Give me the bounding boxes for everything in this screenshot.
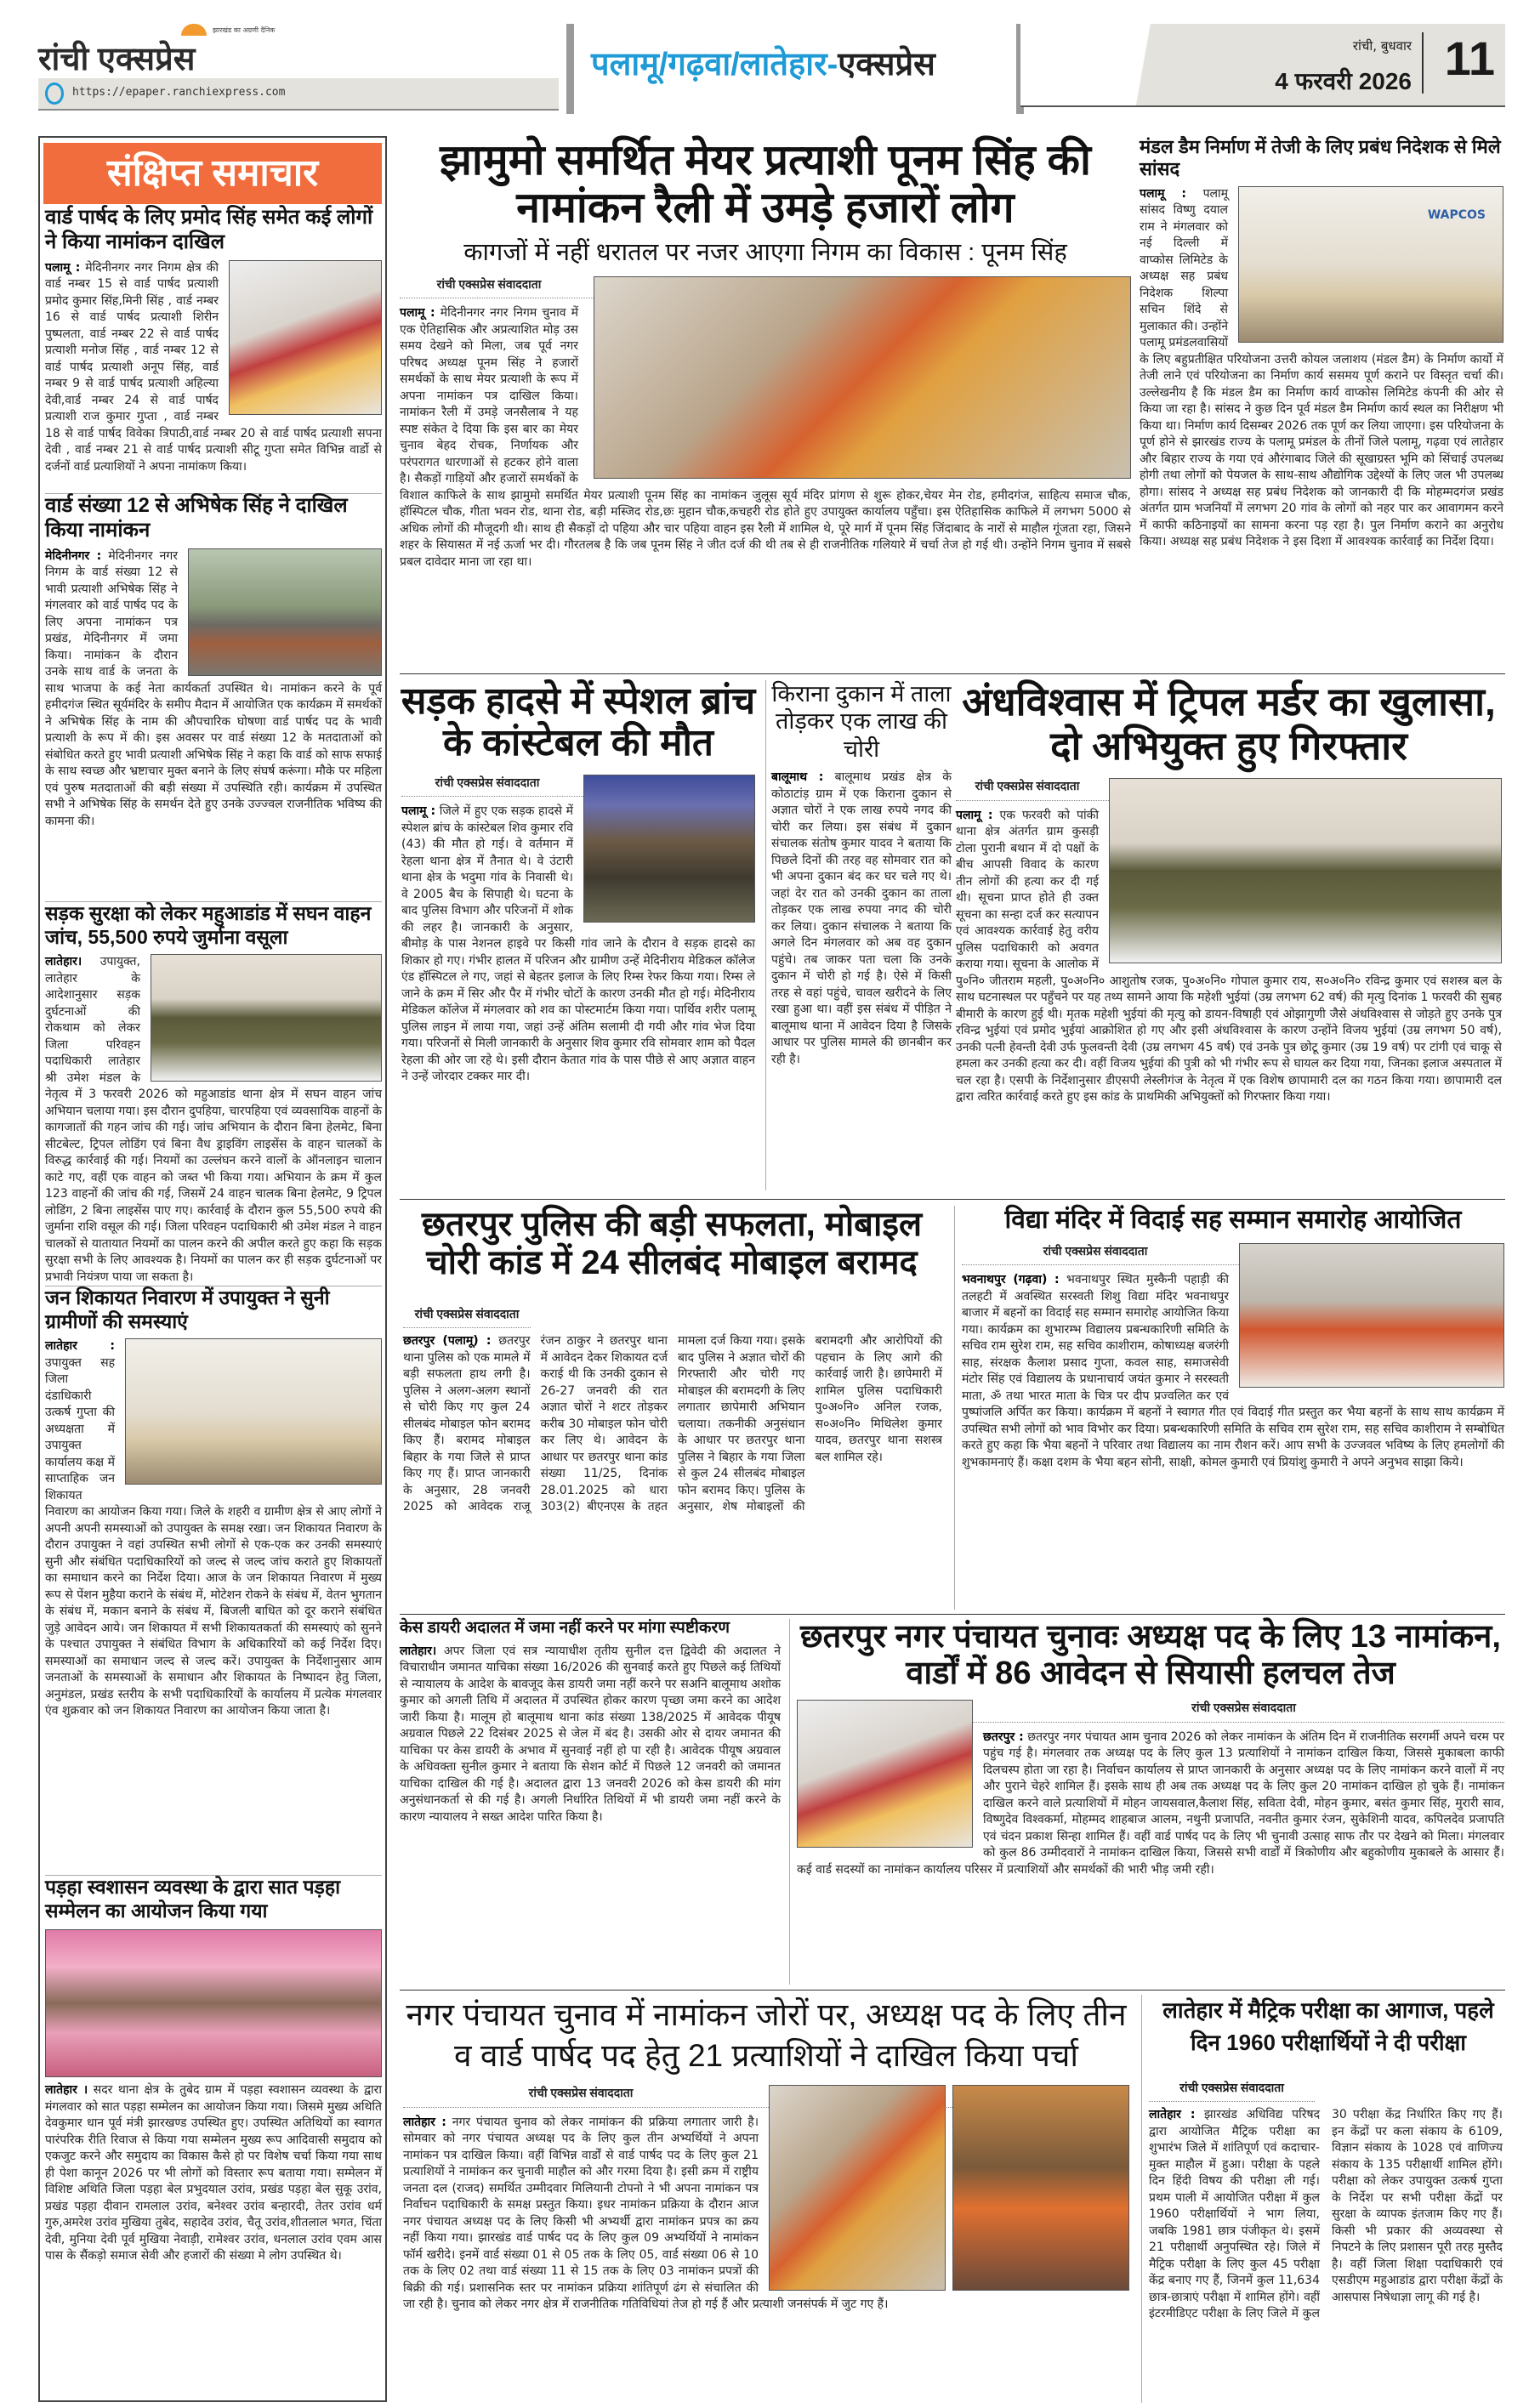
case-diary-story [400, 1619, 781, 1985]
article-body [45, 260, 382, 483]
triple-murder-story [954, 680, 1503, 1195]
dateline: बालूमाथ : [771, 770, 824, 785]
article-headline: विद्या मंदिर में विदाई सह सम्मान समारोह आयोजित [1004, 1206, 1462, 1234]
article-text: मेदिनीनगर नगर निगम के वार्ड संख्या 12 से भावी प्रत्याशी अभिषेक सिंह ने मंगलवार को वार्ड पार्षद पद के लिए अपना नामांकन पत्र प्रखंड, मेदिनीनगर में जमा किया। नामांकन के दौरान उनके साथ वार्ड के जनता के साथ भाजपा के कई नेता कार्यकर्ता उपस्थित थे। नामांकन करने के पूर्व हमीदगंज स्थित सूर्यमंदिर के समीप मैदान में आयोजित एक कार्यक्रम में समर्थकों ने अभिषेक सिंह के नाम की औपचारिक घोषणा वार्ड पार्षद पद के भावी प्रत्याशी के रूप में की। इस अवसर पर वार्ड संख्या 12 के मतदाताओं को संबोधित करते हुए भावी प्रत्याशी अभिषेक सिंह ने कहा कि वार्ड को साफ सफाई के साथ स्वच्छ और भ्रष्टाचार मुक्त बनाने के लिए संघर्ष करूंगा। मौके पर महिला एवं पुरुष मतदाताओं की बड़ी संख्या में उपस्थिति रही। कार्यक्रम में उपस्थित सभी ने अभिषेक सिंह के समर्थन देते हुए उनके उज्ज्वल राजनीतिक भविष्य की कामना की। [45, 548, 382, 828]
brief-article [45, 493, 382, 900]
article-headline: वार्ड पार्षद के लिए प्रमोद सिंह समेत कई लोगों ने किया नामांकन दाखिल [45, 206, 373, 253]
dateline: लातेहार : [45, 1339, 115, 1354]
divider [1422, 32, 1424, 94]
mp-meeting-photo [1238, 186, 1503, 343]
article-body [954, 778, 1503, 1178]
kirana-theft-story [765, 680, 952, 1190]
article-text: बालूमाथ प्रखंड क्षेत्र के कोठाटांड़ ग्राम में एक किराना दुकान से अज्ञात चोरों ने एक लाख रुपये नगद की चोरी कर लिया। इस संबंध में दुकान संचालक संतोष कुमार यादव ने बताया कि पिछले दिनों की तरह वह सोमवार रात को भी अपना दुकान बंद कर घर चले गए थे। जहां देर रात को उनकी दुकान का ताला तोड़कर एक लाख रुपया नगद की चोरी कर लिया। दुकान संचालक ने बताया कि अगले दिन मंगलवार को अब वह दुकान पहुंचे। तब जाकर पता चला कि उनके दुकान में चोरी हो गई है। ऐसे में किसी तरह से वहां पहुंचे, चावल खरीदने के लिए रखा हुआ था। वहीं इस संबंध में पीड़ित ने बालूमाथ थाना में आवेदन दिया है जिसके आधार पर पुलिस मामले की छानबीन कर रही है। [771, 770, 952, 1066]
lead-subheadline: कागजों में नहीं धरातल पर नजर आएगा निगम का विकास : पूनम सिंह [463, 239, 1067, 266]
vehicle-check-photo [151, 954, 382, 1082]
brief-article [45, 1875, 382, 2399]
dateline: छतरपुर : [983, 1729, 1024, 1744]
epaper-globe-icon [45, 82, 64, 105]
dateline: लातेहार। [400, 1644, 437, 1658]
dateline: पलामू : [400, 306, 435, 321]
byline: रांची एक्सप्रेस संवाददाता [400, 276, 1131, 299]
farewell-ceremony-story [954, 1206, 1508, 1610]
dateline: लातेहार : [1149, 2108, 1196, 2121]
article-headline: वार्ड संख्या 12 से अभिषेक सिंह ने दाखिल किया नामांकन [45, 494, 348, 542]
dateline: लातेहार । [45, 2083, 88, 2098]
article-body [771, 770, 952, 1161]
briefs-banner-title: संक्षिप्त समाचार [106, 152, 319, 194]
article-text: पलामू सांसद विष्णु दयाल राम ने मंगलवार को नई दिल्ली में वाप्कोस लिमिटेड के अध्यक्ष सह प्रबंध निदेशक शिल्पा सचिन शिंदे से मुलाकात की। उन्होंने पलामू प्रमंडलवासियों के लिए बहुप्रतीक्षित परियोजना उत्तरी कोयल जलाशय (मंडल डैम) के निर्माण कार्यो में तेजी लाने एवं परियोजना का निर्माण कार्य ससमय पूर्ण कराने पर विस्तृत चर्चा की। उल्लेखनीय है कि मंडल डैम का निर्माण कार्य वाप्कोस लिमिटेड कंपनी की ओर से किया जा रहा है। सांसद ने कुछ दिन पूर्व मंडल डैम निर्माण कार्य स्थल का निरीक्षण भी किया था। निर्माण कार्य दिसम्बर 2026 तक पूर्ण कर लिया जाएगा। इस परियोजना के पूर्ण होने से झारखंड राज्य के पलामू प्रमंडल के तीनों जिले पलामू, गढ़वा एवं लातेहार और बिहार राज्य के गया एवं औरंगाबाद जिले की सूखाग्रस्त भूमि को सिंचाई उपलब्ध होगी तथा लोगों को पेयजल के साथ-साथ औद्योगिक उद्देश्यों के लिए जल भी उपलब्ध होगा। सांसद ने अध्यक्ष सह प्रबंध निदेशक को जानकारी दी कि मोहम्मदगंज प्रखंड अंतर्गत ग्राम भजनियाँ में लगभग 20 गांव के लोगों को नहर पार कर आवागमन करने में काफी कठिनाइयों का सामना करना पड़ रहा है। पुल निर्माण कराने का अनुरोध किया। अध्यक्ष सह प्रबंध निदेशक ने इस दिशा में आवश्यक कार्रवाई का निर्देश दिया। [1140, 186, 1503, 549]
byline: रांची एक्सप्रेस संवाददाता [403, 2085, 1129, 2108]
dateline: पलामू : [1140, 186, 1187, 201]
divider [400, 1199, 1505, 1200]
article-body [400, 2085, 1133, 2391]
lead-body [400, 276, 1131, 650]
byline: रांची एक्सप्रेस संवाददाता [403, 1306, 531, 1328]
byline: रांची एक्सप्रेस संवाददाता [797, 1700, 1504, 1723]
byline-wrap [1149, 2080, 1315, 2109]
byline: रांची एक्सप्रेस संवाददाता [962, 1243, 1504, 1266]
divider [400, 673, 1505, 674]
chhatarpur-election-story [789, 1619, 1508, 1985]
article-body [958, 1243, 1508, 1600]
article-body [45, 954, 382, 1284]
article-body [403, 1333, 942, 1605]
constable-photo [583, 775, 755, 923]
article-headline: अंधविश्वास में ट्रिपल मर्डर का खुलासा, दो अभियुक्त हुए गिरफ्तार [962, 679, 1496, 768]
dateline: मेदिनीनगर : [45, 548, 102, 563]
epaper-url[interactable]: https://epaper.ranchiexpress.com [72, 86, 286, 99]
grievance-hearing-photo [125, 1338, 382, 1485]
page-number: 11 [1444, 31, 1495, 85]
article-text: एक फरवरी को पांकी थाना क्षेत्र अंतर्गत ग्राम कुसड़ी टोला पुरानी बथान में दो पक्षों के बीच आपसी विवाद के कारण तीन लोगों की हत्या कर दी गई थी। सूचना प्राप्त होते ही उक्त सूचना का सन्हा दर्ज कर सत्यापन एवं आवश्यक कार्रवाई हेतु वरीय पुलिस पदाधिकारी को अवगत कराया गया। सूचना के आलोक में पु०नि० जीतराम महली, पु०अ०नि० आशुतोष रजक, पु०अ०नि० गोपाल कुमार राय, स०अ०नि० रविन्द्र कुमार एवं सशस्त्र बल के साथ घटनास्थल पर पहुँचने पर यह तथ्य सामने आया कि महेशी भुईयां (उम्र लगभग 62 वर्ष) की मृत्यु दिनांक 1 फरवरी की सुबह बीमारी के कारण हुई थी। मृतक महेशी भुईयां की मृत्यु को डायन-विषाही एवं ओझागुणी जैसे अंधविश्वास से जोड़ते हुए उनके पुत्र रविन्द्र भुईयां एवं प्रमोद भुईयां आक्रोशित हो गए और इसी अंधविश्वास के कारण उन्होंने विजय भुईयां (उम्र लगभग 50 वर्ष), उनकी पत्नी हेवन्ती देवी उर्फ फुलवन्ती देवी (उम्र लगभग 45 वर्ष) एवं उनके पुत्र छोटू कुमार (उम्र 19 वर्ष) पर टांगी एवं चाकू से हमला कर उनकी हत्या कर दी। वहीं विजय भुईयां की पुत्री को भी गंभीर रूप से घायल कर दिया गया, जिनका इलाज अस्पताल में चल रहा है। एसपी के निर्देशानुसार डीएसपी लेस्लीगंज के नेतृत्व में एक विशेष छापामारी दल का गठन किया गया। छापामारी दल द्वारा त्वरित कार्रवाई करते हुए इस कांड के प्राथमिकी अभियुक्तों को गिरफ्तार किया गया। [956, 808, 1502, 1105]
article-body [1149, 2107, 1503, 2401]
nagar-panchayat-story [400, 1995, 1133, 2403]
article-headline: पड़हा स्वशासन व्यवस्था के द्वारा सात पड़हा सम्मेलन का आयोजन किया गया [45, 1876, 341, 1922]
article-text: सदर थाना क्षेत्र के तुबेद ग्राम में पड़हा स्वशासन व्यवस्था के द्वारा मंगलवार को सात पड़हा सम्मेलन का आयोजन किया गया। जिसमे मुख्य अथिति देवकुमार धान पूर्व मंत्री झारखण्ड उपस्थित हुए। उपस्थित अतिथियों का स्वागत पारंपरिक रीति रिवाज से किया गया सम्मेलन मुख्य रूप आदिवासी समुदाय को एकजुट करने और समुदाय का विकास कैसे हो पर विशेष चर्चा किया गया साथ ही पेशा कानून 2026 पर भी लोगों को विस्तार रूप बताया गया। सम्मेलन में विशिष्ट अथिति जिला पड़हा बेल प्रभुदयाल उरांव, प्रखंड पड़हा बेल सुकू उरांव, प्रखंड पड़हा दीवान रामलाल उरांव, बनेश्वर उरांव बन्हारदी, तेतर उरांव धर्म गुरु,अमरेश उरांव मुखिया तुबेद, सहादेव उरांव, चैतू उरांव,शीतलाल भगत, चिंता देवी, मुनिया देवी पूर्व मुखिया नेवाड़ी, रामेश्वर उरांव, धनलाल उरांव एवम आस पास के सैंकड़ो समाज सेवी और हजारों की संख्या मे लोग उपस्थित थे। [45, 2083, 382, 2263]
article-text: झारखंड अधिविद्य परिषद द्वारा आयोजित मैट्रिक परीक्षा का शुभारंभ जिले में शांतिपूर्ण एवं कदाचार-मुक्त माहौल में हुआ। परीक्षा के पहले दिन हिंदी विषय की परीक्षा ली गई। प्रथम पाली में आयोजित परीक्षा में कुल 1960 परीक्षार्थियों ने भाग लिया, जबकि 1981 छात्र पंजीकृत थे। इसमें 21 परीक्षार्थी अनुपस्थित रहे। जिले में मैट्रिक परीक्षा के लिए कुल 45 परीक्षा केंद्र बनाए गए हैं, जिनमें कुल 11,634 छात्र-छात्राएं परीक्षा में शामिल होंगे। वहीं इंटरमीडिएट परीक्षा के लिए जिले में कुल 30 परीक्षा केंद्र निर्धारित किए गए हैं। इन केंद्रों पर कला संकाय के 6109, विज्ञान संकाय के 1028 एवं वाणिज्य संकाय के 135 परीक्षार्थी शामिल होंगे। परीक्षा को लेकर उपायुक्त उत्कर्ष गुप्ता के निर्देश पर सभी परीक्षा केंद्रों पर सुरक्षा के व्यापक इंतजाम किए गए हैं। किसी भी प्रकार की अव्यवस्था से निपटने के लिए प्रशासन पूरी तरह मुस्तैद है। वहीं जिला शिक्षा पदाधिकारी एवं एसडीएम महुआडांड द्वारा परीक्षा केंद्रों के आसपास निषेधाज्ञा लागू की गई है। [1149, 2108, 1503, 2320]
sun-logo-icon [181, 24, 207, 36]
byline-wrap [403, 1306, 531, 1335]
article-text: छतरपुर थाना पुलिस को एक मामले में बड़ी सफलता हाथ लगी है। पुलिस ने अलग-अलग स्थानों से चोरी किए गए कुल 24 सीलबंद मोबाइल फोन बरामद किए हैं। बरामद मोबाइल बिहार के गया जिले से प्राप्त किए गए हैं। प्राप्त जानकारी के अनुसार, 28 जनवरी 2025 को आवेदक राजू रंजन ठाकुर ने छतरपुर थाना में आवेदन देकर शिकायत दर्ज कराई थी कि उनकी दुकान से 26-27 जनवरी की रात अज्ञात चोरों ने शटर तोड़कर करीब 30 मोबाइल फोन चोरी कर लिए थे। आवेदन के आधार पर छतरपुर थाना कांड संख्या 11/25, दिनांक 28.01.2025 को धारा 303(2) बीएनएस के तहत मामला दर्ज किया गया। इसके बाद पुलिस ने अज्ञात चोरों की गिरफ्तारी और चोरी गए मोबाइल की बरामदगी के लिए लगातार छापेमारी अभियान चलाया। तकनीकी अनुसंधान के आधार पर छतरपुर थाना पुलिस ने बिहार के गया जिला से कुल 24 सीलबंद मोबाइल फोन बरामद किए। पुलिस के अनुसार, शेष मोबाइलों की बरामदगी और आरोपियों की पहचान के लिए आगे की कार्रवाई जारी है। छापेमारी में शामिल पुलिस पदाधिकारी पु०अ०नि० अनिल रजक, स०अ०नि० मिथिलेश कुमार यादव, छतरपुर थाना सशस्त्र बल शामिल रहे। [403, 1334, 942, 1514]
school-ceremony-photo [1239, 1243, 1504, 1388]
dateline: पलामू : [45, 260, 81, 275]
url-bar [38, 78, 559, 111]
article-headline: किराना दुकान में ताला तोड़कर एक लाख की चोरी [771, 681, 952, 762]
nomination-rally-photo [594, 276, 1131, 479]
article-text: मेदिनीनगर नगर निगम चुनाव में एक ऐतिहासिक और अप्रत्याशित मोड़ उस समय देखने को मिला, जब पूर्व नगर परिषद अध्यक्ष पूनम सिंह ने हजारों समर्थकों के साथ मेयर प्रत्याशी के रूप में अपना नामांकन पत्र दाखिल किया। नामांकन रैली में उमड़े जनसैलाब ने यह स्पष्ट संकेत दे दिया कि इस बार का मेयर चुनाव बेहद रोचक, निर्णायक और परंपरागत धारणाओं से हटकर होने वाला है। सैकड़ों गाड़ियों और हजारों समर्थकों के विशाल काफिले के साथ झामुमो समर्थित मेयर प्रत्याशी पूनम सिंह का नामांकन जुलूस सूर्य मंदिर प्रांगण से शुरू होकर,चेयर मेन रोड, हमीदगंज, साहित्य समाज चौक, हॉस्पिटल चौक, गीता भवन रोड, थाना रोड, बड़ी मस्जिद रोड,छः मुहान चौक,कचहरी रोड होते हुए उपायुक्त कार्यालय पहुँचा। इस ऐतिहासिक काफिले में लगभग 5000 से अधिक लोगों की मौजूदगी थी। साथ ही सैकड़ों दो पहिया और चार पहिया वाहन इस रैली में शामिल थे, पूरे मार्ग में पूनम सिंह जिंदाबाद के नारों से माहौल गूंजता रहा, जिसने शहर के सियासत में नई ऊर्जा भर दी। गौरतलब है कि जब पूनम सिंह ने जीत दर्ज की थी तब से ही राजनीतिक गलियारे में चर्चा तेज हो गई थी। उन्होंने निगम चुनाव में सबसे प्रबल दावेदार माना जा रहा था। [400, 306, 1131, 569]
article-headline: केस डायरी अदालत में जमा नहीं करने पर मांगा स्पष्टीकरण [400, 1619, 730, 1637]
date-bar [1020, 24, 1505, 107]
section-title [591, 41, 935, 85]
brief-article [45, 901, 382, 1285]
article-text: उपायुक्त सह जिला दंडाधिकारी उत्कर्ष गुप्ता की अध्यक्षता में उपायुक्त कार्यालय कक्ष में साप्ताहिक जन शिकायत निवारण का आयोजन किया गया। जिले के शहरी व ग्रामीण क्षेत्र से आए लोगों ने अपनी अपनी समस्याओं को उपायुक्त के समक्ष रखा। जन शिकायत निवारण के दौरान उपायुक्त ने वहां उपस्थित सभी लोगों से एक-एक कर उनकी समस्याएं सुनी और संबंधित पदाधिकारियों को जल्द से जल्द जांच कराते हुए शिकायतों का समाधान करने का निर्देश दिया। आज के जन शिकायत निवारण में मुख्य रूप से पेंशन मुहैया कराने के संबंध में, मोटेशन रोकने के संबंध में, वेतन भुगतान के संबंध में, मकान बनाने के संबंध में, बिजली बाधित को दूर कराने संबंधित जुड़े आवेदन आये। जन शिकायत में सभी शिकायतकर्ता की समस्याएं को सुनने के पश्चात उपायुक्त ने संबंधित विभाग के अधिकारियों को कई निर्देश दिए। समस्याओं का समाधान जल्द से जल्द करें। उपायुक्त के निर्देशानुसार आम जनताओं के समस्याओं के समाधान और शिकायत के निष्पादन हेतु जिला, अनुमंडल, प्रखंड स्तरीय के सभी पदाधिकारियों के कार्यालय में प्रत्येक मंगलवार एंव शुक्रवार को जन शिकायत निवारण का आयोजन किया जाता है। [45, 1355, 382, 1718]
newspaper-logo [38, 24, 310, 77]
candidate-photo [229, 260, 382, 415]
chhatarpur-nomination-photo [797, 1700, 973, 1848]
byline: रांची एक्सप्रेस संवाददाता [401, 775, 755, 798]
article-headline: नगर पंचायत चुनाव में नामांकन जोरों पर, अध्यक्ष पद के लिए तीन व वार्ड पार्षद पद हेतु 21 प्रत्याशियों ने दाखिल किया पर्चा [406, 1997, 1127, 2074]
mobile-recovery-story [400, 1206, 944, 1610]
city-day: रांची, बुधवार [1352, 38, 1412, 54]
article-body [45, 1338, 382, 1866]
byline: रांची एक्सप्रेस संवाददाता [956, 778, 1502, 801]
divider [400, 1990, 1505, 1991]
masthead [0, 0, 1529, 128]
mandal-dam-story [1140, 136, 1503, 672]
matric-exam-story [1141, 1995, 1509, 2403]
article-headline: सड़क हादसे में स्पेशल ब्रांच के कांस्टेबल की मौत [401, 680, 756, 764]
article-body [793, 1700, 1508, 1938]
article-text: अपर जिला एवं सत्र न्यायाधीश तृतीय सुनील दत्त द्विवेदी की अदालत ने विचाराधीन जमानत याचिका संख्या 16/2026 की सुनवाई करते हुए पिछले कई तिथियों से न्यायालय के आदेश के बावजूद केस डायरी जमा नहीं करने पर सअनि बालूमाथ अशोक कुमार को अगली तिथि में अदालत में उपस्थित होकर कारण पृच्छा जमा करने का आदेश जारी किया है। मालूम हो बालूमाथ थाना कांड संख्या 138/2025 में आवेदक पीयूष अग्रवाल पिछले 22 दिसंबर 2025 से जेल में बंद है। उसकी ओर से दायर जमानत की याचिका पर केस डायरी के अभाव में सुनवाई नहीं हो पा रही है। आवेदक पीयूष अग्रवाल के अधिवक्ता सुनील कुमार ने बताया कि सेशन कोर्ट में पिछले 12 जनवरी को जमानत याचिका दाखिल की गई है। अदालत द्वारा 13 जनवरी 2026 को केस डायरी की मांग अनुसंधानकर्ता से की गई है। अगली निर्धारित तिथियों में भी डायरी जमा नहीं करने के कारण न्यायालय ने सख्त आदेश पारित किया है। [400, 1644, 781, 1824]
constable-story [400, 680, 757, 1190]
article-text: छतरपुर नगर पंचायत आम चुनाव 2026 को लेकर नामांकन के अंतिम दिन में राजनीतिक सरगर्मी अपने चरम पर पहुंच गई है। मंगलवार तक अध्यक्ष पद के लिए कुल 13 प्रत्याशियों ने नामांकन दाखिल किया, जिससे मुकाबला काफी दिलचस्प होता जा रहा है। निर्वाचन कार्यालय से प्राप्त जानकारी के अनुसार अध्यक्ष पद के लिए नामांकन करने वालों में नए और पुराने चेहरे शामिल हैं। इसके साथ ही अब तक अध्यक्ष पद के लिए कुल 20 नामांकन दाखिल हो चुके हैं। नामांकन दाखिल करने वाले प्रत्याशियों में मोहन जायसवाल,कैलाश सिंह, सविता देवी, मोहन कुमार, बसंत कुमार सिंह, मुरारी साव, विष्णुदेव विश्वकर्मा, मोहम्मद शाहबाज आलम, नथुनी प्रजापति, नवनीत कुमार रंजन, सुकेशिनी यादव, कपिलदेव प्रजापति एवं चंदन प्रकाश सिन्हा शामिल हैं। वहीं वार्ड पार्षद पद के लिए भी चुनावी उत्साह साफ तौर पर देखने को मिला। मंगलवार को कुल 86 उम्मीदवारों ने नामांकन दाखिल किया, जिससे सभी वार्डों में त्रिकोणीय और बहुकोणीय मुकाबले के आसार हैं। कई वार्ड सदस्यों का नामांकन कार्यालय परिसर में प्रत्याशियों और समर्थकों की भारी भीड़ जमी रही। [797, 1729, 1504, 1877]
article-headline: लातेहार में मैट्रिक परीक्षा का आगाज, पहले दिन 1960 परीक्षार्थियों ने दी परीक्षा [1162, 1997, 1494, 2055]
dateline: पलामू : [401, 804, 436, 819]
logo-text: रांची एक्सप्रेस [38, 42, 196, 77]
article-text: मेदिनीनगर नगर निगम क्षेत्र की वार्ड नम्बर 15 से वार्ड पार्षद प्रत्याशी प्रमोद कुमार सिंह,मिनी सिंह , वार्ड नम्बर 16 से वार्ड पार्षद प्रत्याशी शिरीन पुष्पलता, वार्ड नम्बर 22 से वार्ड पार्षद प्रत्याशी मनोज सिंह , वार्ड नम्बर 12 से वार्ड पार्षद प्रत्याशी अनूप सिंह, वार्ड नम्बर 9 से वार्ड पार्षद प्रत्याशी अहिल्या देवी,वार्ड नम्बर 24 से वार्ड पार्षद प्रत्याशी राज कुमार गुप्ता , वार्ड नम्बर 18 से वार्ड पार्षद विवेका त्रिपाठी,वार्ड नम्बर 20 से वार्ड पार्षद प्रत्याशी सपना देवी , वार्ड नम्बर 21 से वार्ड पार्षद प्रत्याशी सीटू गुप्ता समेत विभिन्न वार्डो से दर्जनों वार्ड प्रत्याशियों ने अपना नामांकण किया। [45, 260, 382, 474]
lead-story [400, 136, 1131, 672]
police-press-conference-photo [1109, 778, 1502, 963]
section-title-region: पलामू/गढ़वा/लातेहार- [591, 47, 838, 82]
article-text: नगर पंचायत चुनाव को लेकर नामांकन की प्रक्रिया लगातार जारी है। सोमवार को नगर पंचायत अध्यक्ष पद के लिए कुल तीन अभ्यर्थियों ने अपना नामांकन पत्र दाखिल किया। वहीं विभिन्न वार्डों से वार्ड पार्षद पद के लिए कुल 21 प्रत्याशियों ने नामांकन कर चुनावी माहौल को और गरमा दिया है। इसी क्रम में राष्ट्रीय जनता दल (राजद) समर्थित उम्मीदवार मिलियानी टोपनो ने भी अपना नामांकन पत्र निर्वाचन पदाधिकारी के समक्ष प्रस्तुत किया। इधर नामांकन प्रक्रिया के दौरान आज नगर पंचायत अध्यक्ष पद के लिए किसी भी अभ्यर्थी द्वारा नामांकन प्रपत्र का क्रय नहीं किया गया। झारखंड वार्ड पार्षद पद के लिए कुल 09 अभ्यर्थियों ने नामांकन फॉर्म खरीदे। इनमें वार्ड संख्या 01 से 05 तक के लिए 05, वार्ड संख्या 06 से 10 तक के लिए 02 तथा वार्ड संख्या 11 से 15 तक के लिए 03 नामांकन प्रपत्रों की बिक्री की गई। प्रशासनिक स्तर पर नामांकन प्रक्रिया शांतिपूर्ण ढंग से संचालित की जा रही है। चुनाव को लेकर नगर क्षेत्र में राजनीतिक गतिविधियां तेज हो गई हैं और प्रत्याशी जनसंपर्क में जुट गए हैं। [403, 2115, 889, 2312]
edition-date: 4 फरवरी 2026 [1275, 68, 1412, 94]
dateline: लातेहार। [45, 955, 82, 969]
lead-headline: झामुमो समर्थित मेयर प्रत्याशी पूनम सिंह की नामांकन रैली में उमड़े हजारों लोग [440, 136, 1091, 231]
article-headline: छतरपुर पुलिस की बड़ी सफलता, मोबाइल चोरी कांड में 24 सीलबंद मोबाइल बरामद [421, 1206, 923, 1281]
brief-article [45, 1286, 382, 1873]
article-headline: सड़क सुरक्षा को लेकर महुआडांड में सघन वाहन जांच, 55,500 रुपये जुर्माना वसूला [45, 902, 372, 948]
article-headline: छतरपुर नगर पंचायत चुनावः अध्यक्ष पद के लिए 13 नामांकन, वार्डों में 86 आवेदन से सियासी हलचल तेज [800, 1619, 1501, 1691]
brief-article [45, 206, 382, 491]
article-headline: मंडल डैम निर्माण में तेजी के लिए प्रबंध निदेशक से मिले सांसद [1140, 136, 1501, 180]
nomination-photo-right [769, 2085, 946, 2291]
article-text: उपायुक्त, लातेहार के आदेशानुसार सड़क दुर्घटनाओं की रोकथाम को लेकर जिला परिवहन पदाधिकारी लातेहार श्री उमेश मंडल के नेतृत्व में 3 फरवरी 2026 को महुआडांड थाना क्षेत्र में सघन वाहन जांच अभियान चलाया गया। इस दौरान दुपहिया, चारपहिया एवं व्यवसायिक वाहनों के कागजातों की गहन जांच की गई। जांच अभियान के दौरान बिना हेलमेट, बिना सीटबेल्ट, ट्रिपल लोडिंग एवं बिना वैध ड्राइविंग लाइसेंस के वाहन चालकों के विरुद्ध कार्रवाई की गई। नियमों का उल्लंघन करने वालों के ऑनलाइन चालान काटे गए, वहीं एक वाहन को जब्त भी किया गया। अभियान के क्रम में कुल 123 वाहनों की जांच की गई, जिसमें 24 वाहन चालक बिना हेलमेट, 9 ट्रिपल लोडिंग, 2 बिना लाइसेंस पाए गए। कार्रवाई के दौरान कुल 55,500 रुपये की जुर्माना राशि वसूल की गई। जिला परिवहन पदाधिकारी श्री उमेश मंडल ने वाहन चालकों से यातायात नियमों का पालन करने की अपील करते हुए कहा कि सड़क सुरक्षा सभी के लिए आवश्यक है। नियमों का पालन कर ही सड़क दुर्घटनाओं पर प्रभावी नियंत्रण पाया जा सकता है। [45, 955, 382, 1284]
wapcos-sign: WAPCOS [1427, 207, 1486, 222]
byline: रांची एक्सप्रेस संवाददाता [1149, 2080, 1315, 2102]
padha-conference-photo [45, 1929, 382, 2077]
briefs-column [38, 136, 387, 2402]
article-body [1140, 186, 1503, 662]
nomination-photo-left [952, 2085, 1129, 2291]
article-headline: जन शिकायत निवारण में उपायुक्त ने सुनी ग्रामीणों की समस्याएं [45, 1286, 330, 1332]
section-title-express: एक्सप्रेस [838, 47, 935, 82]
dateline: भवनाथपुर (गढ़वा) : [962, 1273, 1060, 1287]
article-body [45, 2082, 382, 2393]
article-text: जिले में हुए एक सड़क हादसे में स्पेशल ब्रांच के कांस्टेबल शिव कुमार रवि (43) की मौत हो गई। वे वर्तमान में रेहला थाना क्षेत्र में तैनात थे। वे उंटारी थाना क्षेत्र के भदुमा गांव के निवासी थे। वे 2005 बैच के सिपाही थे। घटना के बाद पुलिस विभाग और परिजनों में शोक की लहर है। जानकारी के अनुसार, बीमोड़ के पास नेशनल हाइवे पर किसी गांव जाने के दौरान वे सड़क हादसे का शिकार हो गए। गंभीर हालत में परिजन और ग्रामीण उन्हें मेदिनीराय मेडिकल कॉलेज एंड हॉस्पिटल ले गए, जहां से बेहतर इलाज के लिए रिम्स रेफर किया गया। रिम्स ले जाने के क्रम में सिर और पैर में गंभीर चोटों के कारण उनकी मौत हो गई। मेदिनीराय मेडिकल कॉलेज में मंगलवार को शव का पोस्टमार्टम किया गया। पार्थिव शरीर पलामू पुलिस लाइन में लाया गया, जहां उन्हें अंतिम सलामी दी गयी और गांव भेज दिया गया। परिजनों से मिली जानकारी के अनुसार शिव कुमार रवि सोमवार शाम को पैदल रेहला की ओर जा रहे थे। इसी दौरान केतात गांव के पास पीछे से आए अज्ञात वाहन ने उन्हें जोरदार टक्कर मार दी। [401, 804, 755, 1084]
briefs-banner [43, 143, 382, 204]
dateline: छतरपुर (पलामू) : [403, 1334, 492, 1348]
nomination-photo [188, 548, 382, 676]
dateline: पलामू : [956, 808, 993, 822]
dateline: लातेहार : [403, 2115, 446, 2129]
article-body [400, 1644, 781, 1979]
article-text: भवनाथपुर स्थित मुस्कैनी पहाड़ी की तलहटी में अवस्थित सरस्वती शिशु विद्या मंदिर भवनाथपुर बाजार में बहनों का विदाई सह सम्मान समारोह आयोजित किया गया। कार्यक्रम का शुभारम्भ विद्यालय प्रबन्धकारिणी समिति के सचिव राम सुरेश राम, सह सचिव काशीराम, कोषाध्यक्ष बजरंगी साह, संरक्षक कैलाश प्रसाद गुप्ता, कवल साह, समाजसेवी मंटोर सिंह एवं विद्यालय के प्रधानाचार्य जयंत कुमार ने सरस्वती माता, ॐ तथा भारत माता के चित्र पर दीप प्रज्वलित कर एवं पुष्पांजलि अर्पित कर किया। कार्यक्रम में बहनों ने स्वागत गीत एवं विदाई गीत प्रस्तुत कर भैया बहनों के साथ साथ कार्यक्रम में उपस्थित सभी लोगों को भाव विभोर कर दिया। प्रबन्धकारिणी समिति के सचिव राम सुरेश राम, सह सचिव काशीराम ने सम्बोधित करते हुए कहा कि भैया बहनों ने परिवार तथा विद्यालय का नाम रौशन करें। आप सभी के उज्जवल भविष्य के लिए हमलोगों की शुभकामनाएं हैं। कक्षा दशम के भैया बहन सोनी, साक्षी, कोमल कुमारी एवं प्रियांशु कुमारी ने अपने अनुभव साझा किये। [962, 1273, 1504, 1469]
divider [400, 1614, 1505, 1615]
article-body [45, 548, 382, 889]
section-title-box [566, 24, 1024, 114]
article-body [400, 775, 757, 1174]
logo-tagline: झारखंड का अग्रणी दैनिक [213, 26, 276, 34]
